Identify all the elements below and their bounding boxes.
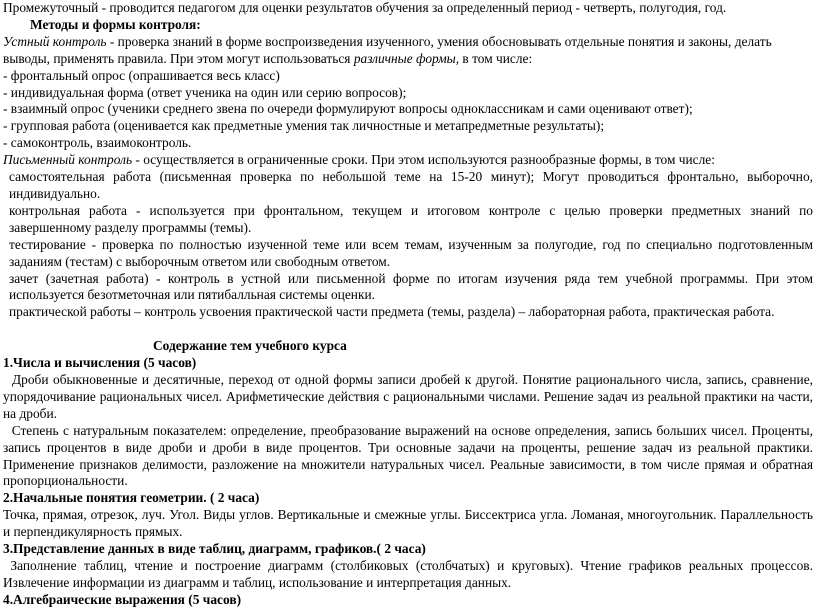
section-paragraph: Дроби обыкновенные и десятичные, переход от одной формы записи дробей к другой. Понятие рационального числа, запись, сравнение, упорядочивание рациональных чисел. Арифметические действия с рациональными числами. Решение задач из реальной практики на части, на дроби. — [3, 372, 813, 421]
written-item: тестирование - проверка по полностью изученной теме или всем темам, изученным за полугодие, год по специально подготовленным заданиям (тестам) с выборочным ответом или свободным ответом. — [9, 236, 813, 269]
written-control-term: Письменный контроль — [3, 152, 133, 168]
oral-control-text: - проверка знаний в форме воспроизведения изученного, умения обосновывать отдельные понятия и законы, делать выводы, применять правила. При этом могут использоваться — [3, 33, 772, 66]
section-paragraph: Точка, прямая, отрезок, луч. Угол. Виды углов. Вертикальные и смежные углы. Биссектриса угла. Ломаная, многоугольник. Параллельность и перпендикулярность прямых. — [3, 507, 813, 540]
oral-item: - фронтальный опрос (опрашивается весь класс) — [3, 67, 280, 83]
written-control-text: - осуществляется в ограниченные сроки. При этом используются разнообразные формы, в том числе: — [132, 152, 715, 168]
written-item: зачет (зачетная работа) - контроль в устной или письменной форме по итогам изучения ряда тем учебной программы. При этом используется безотметочная или пятибалльная системы оценки. — [9, 270, 813, 303]
written-item: контрольная работа - используется при фронтальном, текущем и итоговом контроле с целью проверки предметных знаний по завершенному разделу программы (темы). — [9, 202, 813, 235]
oral-control-paragraph — [3, 34, 813, 68]
content-heading: Содержание тем учебного курса — [153, 338, 347, 354]
methods-heading: Методы и формы контроля: — [30, 16, 201, 32]
oral-control-text-end: в том числе: — [459, 50, 533, 66]
written-control-paragraph — [3, 152, 813, 169]
oral-control-term: Устный контроль — [3, 33, 107, 49]
oral-item: - групповая работа (оценивается как предметные умения так личностные и метапредметные результаты); — [3, 118, 605, 134]
section-title: 2.Начальные понятия геометрии. ( 2 часа) — [3, 490, 260, 506]
written-item: самостоятельная работа (письменная проверка по небольшой теме на 15-20 минут); Могут проводиться фронтально, выборочно, индивидуально. — [9, 169, 813, 201]
section-paragraph: Степень с натуральным показателем: определение, преобразование выражений на основе определения, запись больших чисел. Проценты, запись процентов в виде дроби и дроби в виде процентов. Три основные задачи на проценты, решение задач из реальной практики. Применение признаков делимости, разложение на множители натуральных чисел. Реальные зависимости, в том числе прямая и обратная пропорциональности. — [3, 422, 813, 489]
section-paragraph: Заполнение таблиц, чтение и построение диаграмм (столбиковых (столбчатых) и круговых). Чтение графиков реальных процессов. Извлечение информации из диаграмм и таблиц, использование и интерпретация данных. — [3, 558, 813, 590]
oral-forms-term: различные формы, — [353, 50, 460, 66]
intro-text: Промежуточный - проводится педагогом для оценки результатов обучения за определенный период - четверть, полугодия, год. — [3, 0, 727, 15]
section-title: 3.Представление данных в виде таблиц, диаграмм, графиков.( 2 часа) — [3, 541, 426, 557]
oral-item: - самоконтроль, взаимоконтроль. — [3, 135, 192, 151]
oral-item: - индивидуальная форма (ответ ученика на один или серию вопросов); — [3, 84, 407, 100]
section-title: 1.Числа и вычисления (5 часов) — [3, 355, 197, 371]
written-item: практической работы – контроль усвоения практической части предмета (темы, раздела) – лабораторная работа, практическая работа. — [9, 304, 775, 320]
oral-item: - взаимный опрос (ученики среднего звена по очереди формулируют вопросы одноклассникам и сами оценивают ответ); — [3, 101, 693, 117]
section-title: 4.Алгебраические выражения (5 часов) — [3, 591, 242, 607]
